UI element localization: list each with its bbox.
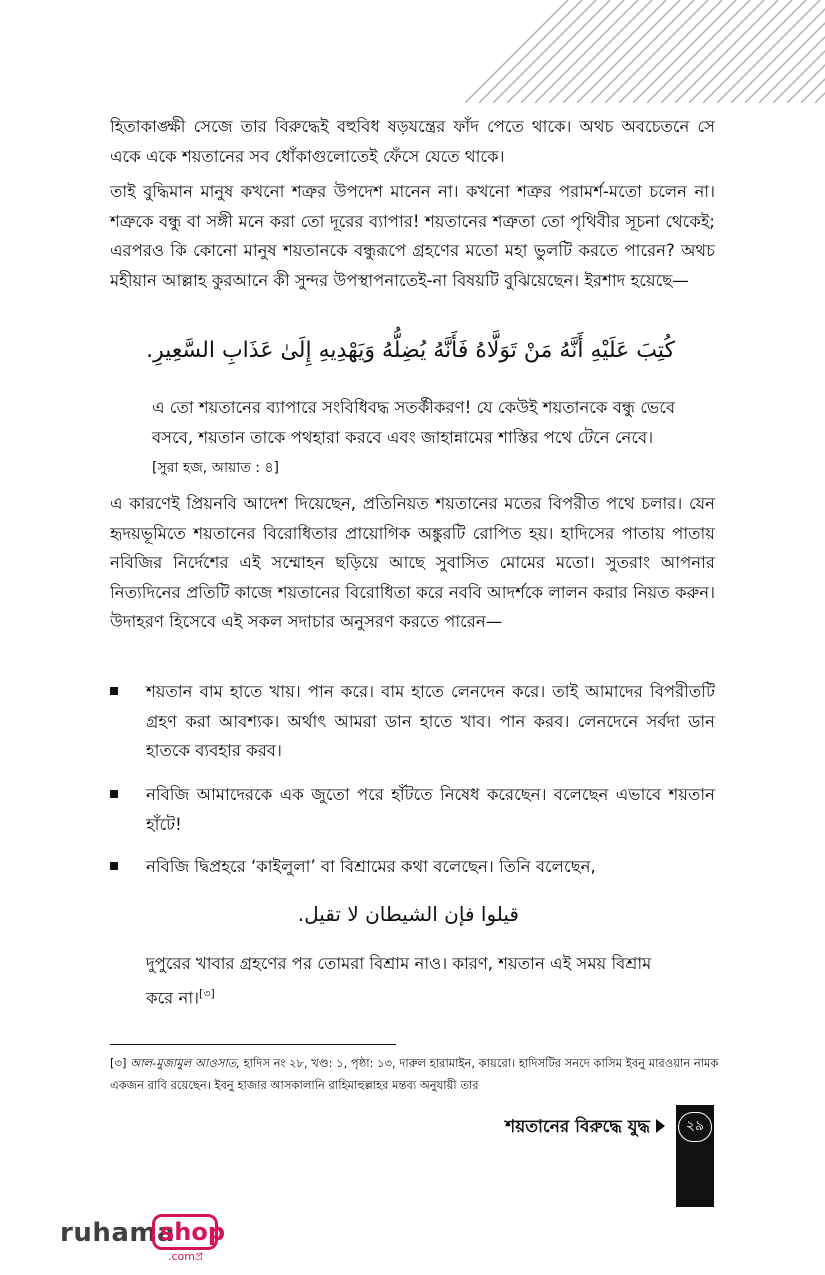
footnote-marker: [৩] <box>110 1056 127 1070</box>
list-item-text: নবিজি আমাদেরকে এক জুতো পরে হাঁটতে নিষেধ করেছেন। বলেছেন এভাবে শয়তান হাঁটে! <box>146 785 715 834</box>
list-item-text: নবিজি দ্বিপ্রহরে ‘কাইলুলা’ বা বিশ্রামের কথা বলেছেন। তিনি বলেছেন, <box>146 857 596 876</box>
list-item-text: শয়তান বাম হাতে খায়। পান করে। বাম হাতে লেনদেন করে। তাই আমাদের বিপরীতটি গ্রহণ করা আবশ্যক। অর্থাৎ আমরা ডান হাতে খাব। পান করব। লেনদেনে সর্বদা ডান হাতকে ব্যবহার করব। <box>146 682 715 760</box>
paragraph-1: হিতাকাঙ্ক্ষী সেজে তার বিরুদ্ধেই বহুবিধ ষড়যন্ত্রের ফাঁদ পেতে থাকে। অথচ অবচেতনে সে একে একে শয়তানের সব ধোঁকাগুলোতেই ফেঁসে যেতে থাকে। <box>110 117 715 166</box>
list-item <box>110 852 715 882</box>
page-number: ২৯ <box>678 1112 712 1142</box>
logo-brand: ruhama <box>60 1218 176 1248</box>
list-item <box>110 677 715 766</box>
hadith-translation <box>146 949 681 1013</box>
hadith-translation-text: দুপুরের খাবার গ্রহণের পর তোমরা বিশ্রাম নাও। কারণ, শয়তান এই সময় বিশ্রাম করে না। <box>146 954 652 1007</box>
bullet-square-icon <box>110 687 118 695</box>
bullet-square-icon <box>110 790 118 798</box>
paragraph-2: তাই বুদ্ধিমান মানুষ কখনো শত্রুর উপদেশ মানেন না। কখনো শত্রুর পরামর্শ-মতো চলেন না। শত্রুকে বন্ধু বা সঙ্গী মনে করা তো দূরের ব্যাপার! শয়তানের শত্রুতা তো পৃথিবীর সূচনা থেকেই; এরপরও কি কোনো মানুষ শয়তানকে বন্ধুরূপে গ্রহণের মতো মহা ভুলটি করতে পারেন? অথচ মহীয়ান আল্লাহ কুরআনে কী সুন্দর উপস্থাপনাতেই-না বিষয়টি বুঝিয়েছেন। ইরশাদ হয়েছে— <box>110 182 715 290</box>
bullet-square-icon <box>110 862 118 870</box>
running-title: শয়তানের বিরুদ্ধে যুদ্ধ <box>505 1117 650 1137</box>
list-item <box>110 780 715 839</box>
arabic-hadith: قيلوا فإن الشيطان لا تقيل. <box>297 902 519 926</box>
footnote-text: হাদিস নং ২৮, খণ্ড: ১, পৃষ্ঠা: ১৩, দারুল হারামাইন, কায়রো। হাদিসটির সনদে কাসিম ইবনু মারওয়ান নামক একজন রাবি রয়েছেন। ইবনু হাজার আসকালানি রাহিমাহুল্লাহর মন্তব্য অনুযায়ী তার <box>110 1056 719 1092</box>
verse-translation <box>152 393 677 484</box>
footnote-source: আল-মুজামুল আওসাত, <box>130 1056 240 1070</box>
footnote-divider <box>110 1044 396 1045</box>
logo-shop-text: shop <box>160 1218 226 1246</box>
arrow-right-icon <box>656 1119 665 1133</box>
logo-domain: .comপ্র <box>168 1250 204 1263</box>
verse-translation-text: এ তো শয়তানের ব্যাপারে সংবিধিবদ্ধ সতর্কীকরণ! যে কেউই শয়তানকে বন্ধু ভেবে বসবে, শয়তান তাকে পথহারা করবে এবং জাহান্নামের শাস্তির পথে টেনে নেবে। <box>152 398 676 447</box>
footnote <box>110 1052 720 1096</box>
footnote-mark[interactable]: [৩] <box>199 986 215 1000</box>
watermark-logo <box>60 1214 230 1264</box>
decorative-hatch <box>465 0 825 103</box>
verse-reference: [সুরা হজ, আয়াত : ৪] <box>152 460 280 476</box>
arabic-verse: كُتِبَ عَلَيْهِ أَنَّهُ مَنْ تَوَلَّاهُ فَأَنَّهُ يُضِلُّهُ وَيَهْدِيهِ إِلَىٰ عَذَابِ السَّعِيرِ. <box>146 338 675 363</box>
paragraph-3: এ কারণেই প্রিয়নবি আদেশ দিয়েছেন, প্রতিনিয়ত শয়তানের মতের বিপরীত পথে চলার। যেন হৃদয়ভূমিতে শয়তানের বিরোধিতার প্রায়োগিক অঙ্কুরটি রোপিত হয়। হাদিসের পাতায় পাতায় নবিজির নির্দেশের এই সম্মোহন ছড়িয়ে আছে সুবাসিত মোমের মতো। সুতরাং আপনার নিত্যদিনের প্রতিটি কাজে শয়তানের বিরোধিতা করে নববি আদর্শকে লালন করার নিয়ত করুন। উদাহরণ হিসেবে এই সকল সদাচার অনুসরণ করতে পারেন— <box>110 494 715 631</box>
